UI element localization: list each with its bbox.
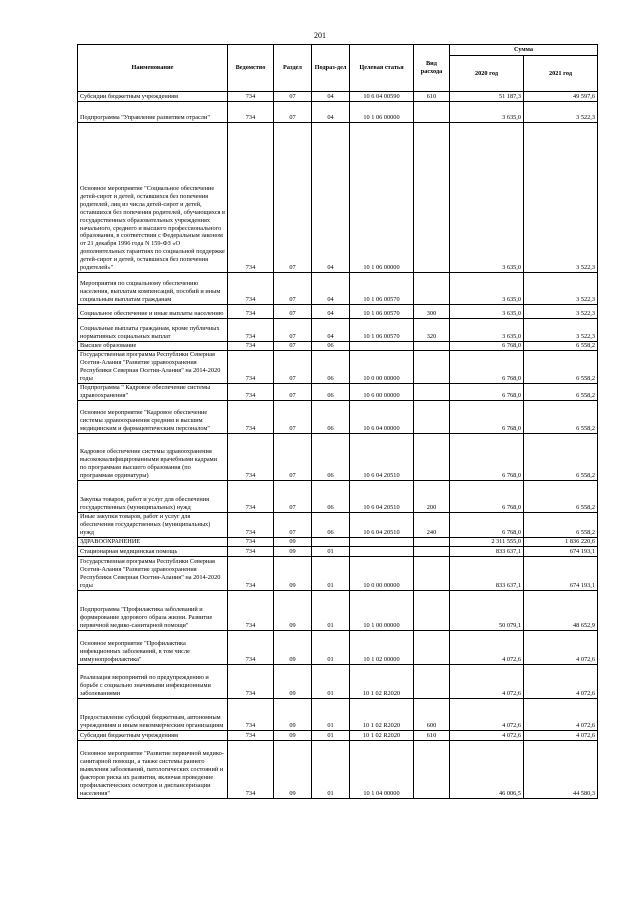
cell-target: 10 6 04 20510 [350,433,414,480]
cell-dept: 734 [228,92,274,102]
cell-name: Закупка товаров, работ и услуг для обеспечения государственных (муниципальных) нужд [78,480,228,512]
cell-sub: 06 [312,342,350,351]
cell-target: 10 1 06 00570 [350,305,414,319]
cell-name: Основное мероприятие "Развитие первичной медико-санитарной помощи, а также системы раннего выявления заболеваний, патологических состояний и факторов риска их развития, включая проведение профилактических осмотров и диспансеризации населения" [78,740,228,798]
col-header-exptype: Вид расхода [414,45,450,92]
table-row [78,664,598,698]
cell-y2020: 833 637,1 [450,546,524,556]
cell-name: Государственная программа Республики Северная Осетия-Алания "Развитие здравоохранения Республики Северная Осетия-Алания" на 2014-2020 годы [78,556,228,590]
table-row [78,400,598,433]
cell-y2020: 6 768,0 [450,480,524,512]
table-row [78,546,598,556]
table-row [78,102,598,123]
cell-dept: 734 [228,512,274,537]
cell-y2021: 3 522,3 [524,102,598,123]
cell-dept: 734 [228,546,274,556]
cell-y2020: 6 768,0 [450,384,524,401]
cell-y2020: 51 187,3 [450,92,524,102]
cell-name: Государственная программа Республики Северная Осетия-Алания "Развитие здравоохранения Республики Северная Осетия-Алания" на 2014-2020 годы [78,351,228,384]
table-row [78,92,598,102]
cell-sec: 07 [274,480,312,512]
cell-y2020: 833 637,1 [450,556,524,590]
cell-target: 10 1 00 00000 [350,590,414,630]
cell-type: 320 [414,319,450,342]
cell-y2020: 6 768,0 [450,400,524,433]
cell-dept: 734 [228,305,274,319]
cell-type [414,664,450,698]
cell-dept: 734 [228,590,274,630]
cell-y2020: 4 072,6 [450,630,524,664]
cell-type [414,546,450,556]
cell-sub: 06 [312,433,350,480]
cell-dept: 734 [228,123,274,273]
cell-y2020: 6 768,0 [450,433,524,480]
cell-y2021: 1 836 220,6 [524,537,598,546]
cell-type [414,351,450,384]
cell-target: 10 1 04 00000 [350,740,414,798]
table-row [78,730,598,740]
cell-name: Субсидии бюджетным учреждениям [78,730,228,740]
cell-sec: 07 [274,319,312,342]
cell-name: Стационарная медицинская помощь [78,546,228,556]
cell-name: Высшее образование [78,342,228,351]
cell-sub: 06 [312,512,350,537]
cell-y2020: 6 768,0 [450,342,524,351]
cell-name: Основное мероприятие "Профилактика инфекционных заболеваний, в том числе иммунопрофилактика" [78,630,228,664]
cell-name: Подпрограмма "Управление развитием отрасли" [78,102,228,123]
cell-sub: 01 [312,590,350,630]
cell-sec: 07 [274,273,312,305]
cell-name: Иные закупки товаров, работ и услуг для обеспечения государственных (муниципальных) нужд [78,512,228,537]
cell-dept: 734 [228,342,274,351]
cell-type [414,556,450,590]
cell-target: 10 6 04 20510 [350,512,414,537]
cell-target: 10 1 06 00570 [350,319,414,342]
cell-type [414,384,450,401]
cell-sec: 09 [274,556,312,590]
cell-y2021: 3 522,3 [524,273,598,305]
cell-y2020: 6 768,0 [450,351,524,384]
table-row [78,351,598,384]
cell-sec: 09 [274,698,312,730]
table-row [78,740,598,798]
cell-y2021: 6 558,2 [524,480,598,512]
col-header-dept: Ведомство [228,45,274,92]
cell-y2021: 6 558,2 [524,384,598,401]
cell-sub: 04 [312,123,350,273]
cell-dept: 734 [228,433,274,480]
cell-name: Реализация мероприятий по предупреждению и борьбе с социально значимыми инфекционными заболеваниями [78,664,228,698]
cell-dept: 734 [228,384,274,401]
cell-sec: 09 [274,664,312,698]
table-row [78,319,598,342]
cell-target: 10 6 04 00000 [350,400,414,433]
cell-dept: 734 [228,273,274,305]
cell-type [414,590,450,630]
cell-sec: 07 [274,384,312,401]
cell-y2020: 3 635,0 [450,273,524,305]
cell-y2021: 48 652,9 [524,590,598,630]
col-header-2020: 2020 год [450,56,524,92]
cell-sec: 09 [274,740,312,798]
cell-type: 240 [414,512,450,537]
cell-y2020: 50 079,1 [450,590,524,630]
cell-sec: 09 [274,546,312,556]
cell-sub: 04 [312,92,350,102]
cell-y2021: 674 193,1 [524,546,598,556]
cell-type [414,740,450,798]
cell-y2021: 6 558,2 [524,400,598,433]
cell-type [414,400,450,433]
cell-sec: 09 [274,590,312,630]
cell-y2021: 4 072,6 [524,730,598,740]
cell-sub: 01 [312,698,350,730]
cell-y2020: 2 311 555,0 [450,537,524,546]
cell-y2020: 4 072,6 [450,698,524,730]
cell-type: 610 [414,730,450,740]
cell-dept: 734 [228,480,274,512]
table-row [78,698,598,730]
cell-name: Предоставление субсидий бюджетным, автономным учреждениям и иным некоммерческим организациям [78,698,228,730]
cell-dept: 734 [228,537,274,546]
col-header-2021: 2021 год [524,56,598,92]
table-row [78,433,598,480]
table-row [78,384,598,401]
cell-dept: 734 [228,698,274,730]
cell-sec: 07 [274,400,312,433]
cell-y2020: 4 072,6 [450,664,524,698]
cell-sec: 07 [274,512,312,537]
cell-type [414,537,450,546]
table-row [78,273,598,305]
cell-target: 10 1 02 R2020 [350,730,414,740]
cell-sub: 04 [312,319,350,342]
cell-sec: 09 [274,630,312,664]
cell-name: Подпрограмма " Кадровое обеспечение системы здравоохранения" [78,384,228,401]
cell-name: Подпрограмма "Профилактика заболеваний и формирование здорового образа жизни. Развитие первичной медико-санитарной помощи" [78,590,228,630]
cell-target: 10 0 00 00000 [350,351,414,384]
cell-y2021: 6 558,2 [524,351,598,384]
table-row [78,590,598,630]
col-header-sum: Сумма [450,45,598,56]
cell-y2020: 6 768,0 [450,512,524,537]
table-row [78,123,598,273]
cell-name: Субсидии бюджетным учреждениям [78,92,228,102]
cell-type [414,102,450,123]
cell-dept: 734 [228,400,274,433]
cell-name: Основное мероприятие "Социальное обеспечение детей-сирот и детей, оставшихся без попечения родителей, лиц из числа детей-сирот и детей, оставшихся без попечения родителей, обучающихся в государственных образовательных учреждениях начального, среднего и высшего профессионального образования, в соответствии с Федеральным законом от 21 декабря 1996 года N 159-ФЗ «О дополнительных гарантиях по социальной поддержке детей-сирот и детей, оставшихся без попечения родителей»" [78,123,228,273]
table-row [78,480,598,512]
cell-dept: 734 [228,740,274,798]
cell-sub: 01 [312,630,350,664]
cell-target: 10 1 06 00000 [350,102,414,123]
cell-dept: 734 [228,102,274,123]
cell-sub: 01 [312,730,350,740]
cell-y2020: 46 006,5 [450,740,524,798]
cell-type: 200 [414,480,450,512]
cell-sub: 04 [312,102,350,123]
cell-target: 10 1 02 R2020 [350,664,414,698]
cell-name: ЗДРАВООХРАНЕНИЕ [78,537,228,546]
cell-y2021: 674 193,1 [524,556,598,590]
cell-sub: 01 [312,740,350,798]
cell-sec: 07 [274,342,312,351]
cell-target: 10 6 04 20510 [350,480,414,512]
cell-sec: 07 [274,123,312,273]
cell-sub: 04 [312,273,350,305]
col-header-name: Наименование [78,45,228,92]
cell-sec: 07 [274,305,312,319]
cell-sub: 06 [312,480,350,512]
cell-y2020: 3 635,0 [450,319,524,342]
cell-type [414,433,450,480]
cell-sub: 06 [312,400,350,433]
cell-dept: 734 [228,664,274,698]
cell-y2021: 6 558,2 [524,512,598,537]
table-row [78,512,598,537]
cell-sub: 01 [312,664,350,698]
cell-sub: 06 [312,351,350,384]
cell-name: Кадровое обеспечение системы здравоохранения высококвалифицированными врачебными кадрами по программам высшего образования (по программам ординатуры) [78,433,228,480]
cell-sec: 09 [274,537,312,546]
cell-type [414,273,450,305]
col-header-target: Целевая статья [350,45,414,92]
cell-target [350,546,414,556]
cell-target [350,537,414,546]
cell-name: Социальные выплаты гражданам, кроме публичных нормативных социальных выплат [78,319,228,342]
cell-y2021: 4 072,6 [524,698,598,730]
cell-y2021: 4 072,6 [524,664,598,698]
cell-dept: 734 [228,730,274,740]
cell-sub: 04 [312,305,350,319]
cell-y2021: 44 580,3 [524,740,598,798]
page-number: 201 [314,31,326,40]
cell-type [414,342,450,351]
cell-sub: 01 [312,556,350,590]
cell-target: 10 6 00 00000 [350,384,414,401]
cell-y2020: 3 635,0 [450,123,524,273]
table-row [78,537,598,546]
cell-target: 10 0 00 00000 [350,556,414,590]
cell-dept: 734 [228,630,274,664]
cell-type: 300 [414,305,450,319]
cell-sec: 07 [274,102,312,123]
cell-y2020: 3 635,0 [450,305,524,319]
cell-y2021: 3 522,3 [524,319,598,342]
cell-target: 10 6 04 00590 [350,92,414,102]
cell-dept: 734 [228,556,274,590]
cell-y2020: 4 072,6 [450,730,524,740]
cell-y2021: 6 558,2 [524,342,598,351]
table-row [78,305,598,319]
cell-y2020: 3 635,0 [450,102,524,123]
cell-sub [312,537,350,546]
cell-y2021: 6 558,2 [524,433,598,480]
cell-dept: 734 [228,351,274,384]
cell-type: 600 [414,698,450,730]
cell-sub: 01 [312,546,350,556]
cell-name: Социальное обеспечение и иные выплаты населению [78,305,228,319]
cell-sec: 07 [274,351,312,384]
cell-name: Основное мероприятие "Кадровое обеспечение системы здравоохранения средним и высшим медицинским и фармацевтическим персоналом" [78,400,228,433]
cell-target: 10 1 02 R2020 [350,698,414,730]
budget-table [77,44,598,799]
cell-type [414,123,450,273]
table-row [78,556,598,590]
cell-target: 10 1 02 00000 [350,630,414,664]
cell-y2021: 4 072,6 [524,630,598,664]
cell-y2021: 3 522,3 [524,305,598,319]
cell-target [350,342,414,351]
cell-y2021: 3 522,3 [524,123,598,273]
table-row [78,342,598,351]
cell-name: Мероприятия по социальному обеспечению населения, выплатам компенсаций, пособий и иным социальным выплатам гражданам [78,273,228,305]
cell-y2021: 49 597,6 [524,92,598,102]
col-header-subsection: Подраз-дел [312,45,350,92]
cell-sec: 07 [274,433,312,480]
cell-sub: 06 [312,384,350,401]
cell-sec: 09 [274,730,312,740]
cell-type: 610 [414,92,450,102]
cell-target: 10 1 06 00000 [350,123,414,273]
cell-target: 10 1 06 00570 [350,273,414,305]
cell-type [414,630,450,664]
cell-sec: 07 [274,92,312,102]
col-header-section: Раздел [274,45,312,92]
cell-dept: 734 [228,319,274,342]
table-row [78,630,598,664]
